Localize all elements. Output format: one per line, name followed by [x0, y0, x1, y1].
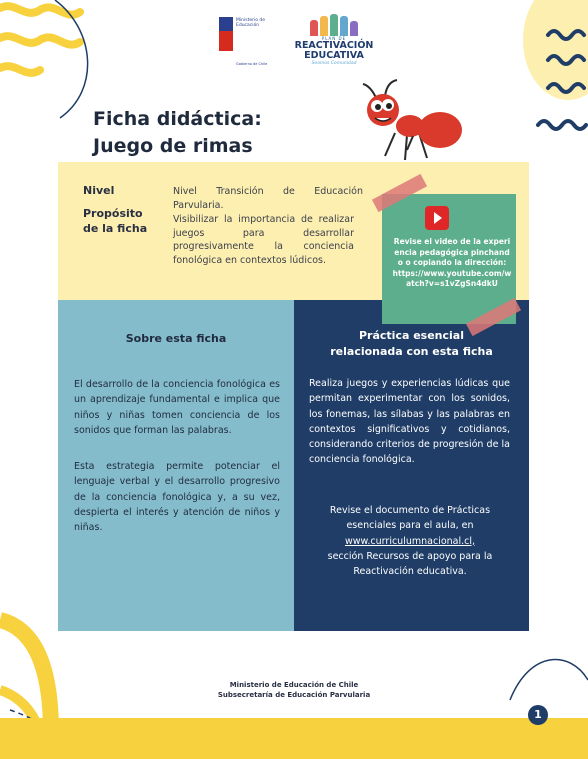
footer-ministry: Ministerio de Educación de Chile [229, 681, 359, 689]
reactivacion-logo [292, 12, 376, 70]
footer [0, 680, 588, 700]
nivel-label: Nivel [83, 184, 115, 197]
proposito-value: Visibilizar la importancia de realizar juegos para desarrollar progresivamente la conciencia fonológica en contextos lúdicos. [173, 214, 354, 266]
footer-subsecretaria: Subsecretaría de Educación Parvularia [217, 691, 371, 699]
play-icon[interactable] [425, 206, 449, 230]
title-line2: Juego de rimas [93, 135, 253, 157]
header-logos [216, 12, 376, 72]
practice-heading [294, 328, 529, 360]
practice-note-line4: Reactivación educativa. [353, 566, 467, 578]
practice-note-line2: esenciales para el aula, en [346, 520, 474, 532]
practice-paragraph: Realiza juegos y experiencias lúdicas que permitan experimentar con los sonidos, los fonemas, las sílabas y las palabras en contextos significativos y cotidianos, considerando criterios de progresión de la conciencia fonológica. [309, 378, 510, 466]
proposito-label [83, 206, 147, 236]
video-card-instructions: Revise el video de la experiencia pedagógica pinchando o copiando la dirección: [393, 237, 511, 267]
decorative-swirls-top-left [0, 0, 110, 120]
video-url-link[interactable]: https://www.youtube.com/watch?v=s1vZgSn4dkU [392, 268, 512, 288]
practice-heading-line2: relacionada con esta ficha [330, 345, 493, 358]
decorative-swirls-top-right [488, 0, 588, 150]
about-paragraph-1: El desarrollo de la conciencia fonológica es un aprendizaje fundamental e implica que niños y niñas tomen conciencia de los sonidos que forman las palabras. [74, 379, 280, 436]
plan-title-line1: REACTIVACIÓN [294, 40, 374, 51]
video-card-text [392, 237, 512, 290]
ministry-name-line2: Educación [236, 23, 260, 28]
government-label: Gobierno de Chile [236, 62, 268, 66]
title-line1: Ficha didáctica: [93, 108, 262, 130]
plan-tagline: Seamos Comunidad [311, 61, 357, 66]
curriculum-link[interactable]: www.curriculumnacional.cl, [344, 535, 476, 547]
mineduc-logo [216, 12, 278, 70]
ant-illustration [355, 78, 465, 168]
about-paragraph-2: Esta estrategia permite potenciar el lenguaje verbal y el desarrollo progresivo de la conciencia fonológica y, a su vez, despierta el interés y atención de niños y niñas. [74, 461, 280, 534]
practice-note-line1: Revise el documento de Prácticas [329, 505, 491, 516]
practice-note-line3: sección Recursos de apoyo para la [327, 550, 493, 562]
nivel-value: Nivel Transición de Educación Parvularia. [173, 186, 363, 211]
footer-band [0, 718, 588, 759]
proposito-label-line1: Propósito [83, 207, 143, 220]
plan-title-line2: EDUCATIVA [304, 50, 364, 61]
about-heading: Sobre esta ficha [125, 332, 227, 345]
practice-heading-line1: Práctica esencial [358, 329, 464, 342]
page-number: 1 [528, 705, 548, 725]
plan-label: PLAN DE [321, 36, 347, 41]
page-title [93, 106, 262, 160]
practice-note [300, 503, 520, 579]
ministry-name-line1: Ministerio de [236, 18, 266, 23]
proposito-label-line2: de la ficha [83, 222, 148, 235]
hands-icon [292, 12, 376, 36]
